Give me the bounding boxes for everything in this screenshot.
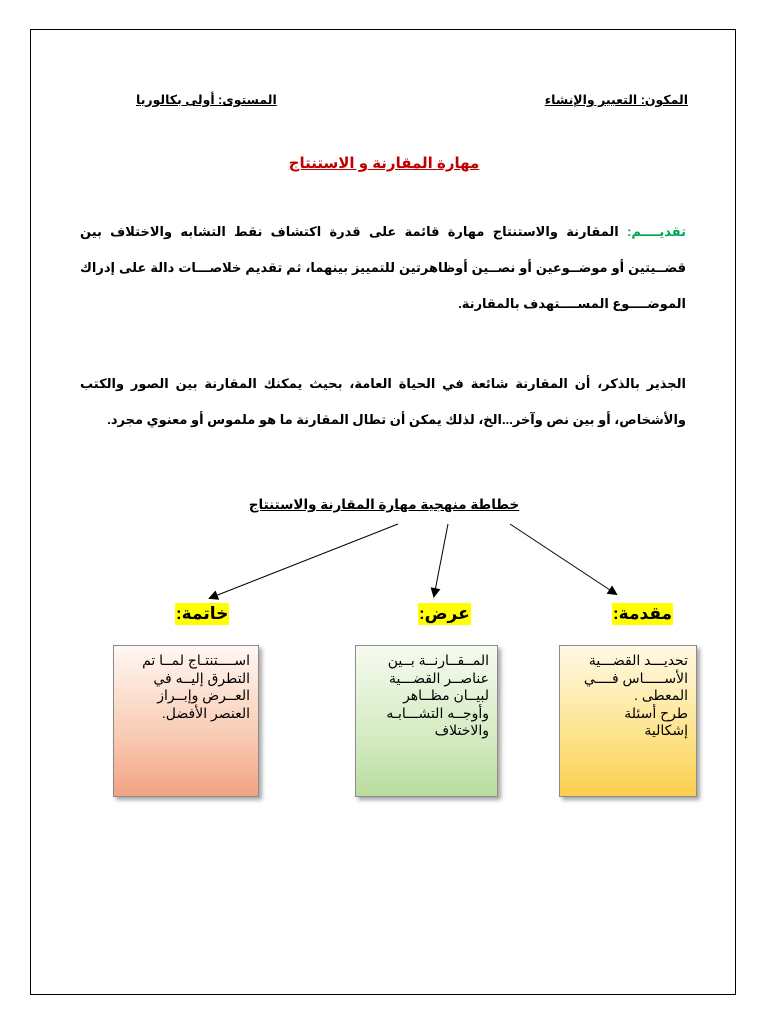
intro-text: المقارنة والاستنتاج مهارة قائمة على قدرة اكتشاف نقط التشابه والاختلاف بين قضــيتين أو موضــوعين أو نصــين أوظاهرتين للتمييز بينهما، ثم تقديم خلاصـــات دالة على إدراك الموضــــوع المســــتهدف بالمقارنة. [80, 224, 686, 311]
section-label-ard: عرض: [419, 604, 470, 623]
section-label-muqaddima: مقدمة: [613, 604, 673, 623]
note-paragraph: الجذير بالذكر، أن المقارنة شائعة في الحياة العامة، بحيث يمكنك المقارنة بين الصور والكتب والأشخاص، أو بين نص وآخر...الخ، لذلك يمكن أن تطال المقارنة ما هو ملموس أو معنوي مجرد. [80, 376, 686, 427]
box-line: عناصــر القضـــية [389, 669, 489, 686]
page-title: مهارة المقارنة و الاستنتاج [288, 155, 480, 172]
box-khatima [113, 645, 259, 797]
box-line: الأســـــاس فــــي [583, 669, 688, 686]
arrow-to-ard [434, 524, 448, 596]
box-line: تحديـــد القضـــية [588, 652, 688, 668]
box-muqaddima [559, 645, 697, 797]
box-line: طرح أسئلة [624, 704, 688, 721]
box-line: المعطى . [634, 687, 688, 703]
component-header: المكون: التعبير والإنشاء [544, 93, 688, 107]
box-line: والاختلاف [434, 722, 489, 738]
arrow-to-khatima [210, 524, 398, 598]
plan-title: خطاطة منهجية مهارة المقارنة والاستنتاج [248, 497, 520, 512]
section-label-khatima: خاتمة: [176, 604, 229, 623]
box-line: العنصر الأفضل. [161, 704, 250, 721]
box-ard [355, 645, 498, 797]
box-line: إشكالية [644, 722, 688, 738]
arrow-to-muqaddima [510, 524, 616, 594]
box-line: اســــتنتـاج لمــا تم [142, 652, 250, 668]
box-line: العــرض وإبــراز [157, 687, 250, 703]
level-header: المستوى: أولى بكالوريا [136, 93, 277, 107]
box-line: وأوجــه التشـــابـه [386, 704, 489, 721]
intro-label: تقديــــم: [627, 224, 686, 239]
box-line: التطرق إليــه في [153, 669, 250, 686]
box-line: لبيــان مظــاهر [403, 687, 489, 703]
box-line: المــقــارنــة بــين [387, 652, 489, 668]
